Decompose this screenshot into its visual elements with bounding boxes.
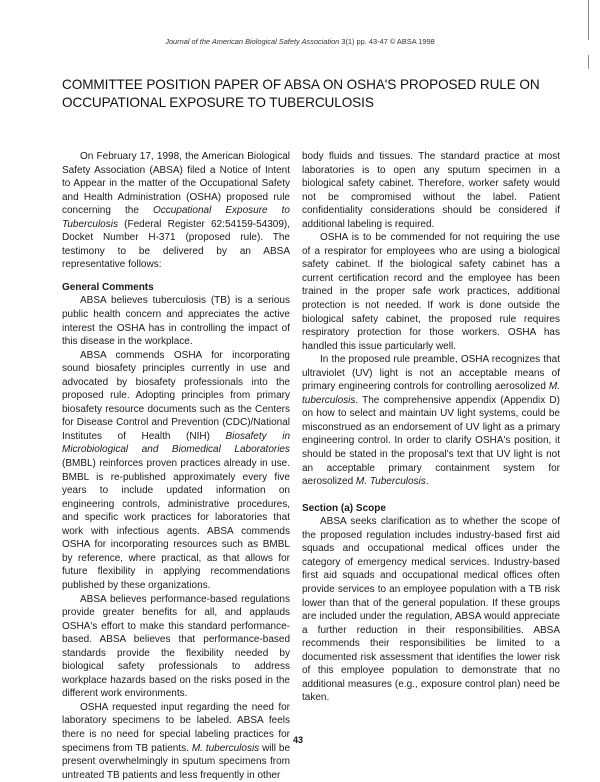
text: . The comprehensive appendix (Appendix D) on how to select and maintain UV light systems, could be misconstrued as an endorsement of UV light as a primary engineering control. In order to clarify OSHA's position, it should be stated in the proposal's text that UV light is not an acceptable primary containment system for aerosolized [302,394,560,488]
text: . [425,476,429,488]
paragraph: ABSA believes performance-based regulations provide greater benefits for all, and applauds OSHA's effort to make this standard performance-based. ABSA believes that performance-based standards provide the flexibility needed by biological safety professionals to address workplace hazards based on the risks posed in the different work environments. [62,593,290,700]
citation: 3(1) pp. 43-47 © ABSA 1998 [341,37,435,46]
text: OSHA requested input regarding the need for laboratory specimens to be labeled. ABSA feels there is no need for special labeling practices for specimens from TB patients. [62,701,290,754]
paragraph [62,701,290,782]
text: ABSA commends OSHA for incorporating sound biosafety principles currently in use and advocated by biosafety professionals into the proposed rule. Adopting principles from primary biosafety resource documents such as the Centers for Disease Control and Prevention (CDC)/National Institutes of Health (NIH) [62,349,290,442]
running-head [0,37,600,46]
italic-title: Biosafety in Microbiological and Biomedical Laboratories [62,430,291,456]
journal-name: Journal of the American Biological Safety Association [165,37,340,46]
italic-species: M. tuberculosis [191,742,260,754]
paragraph: ABSA seeks clarification as to whether the scope of the proposed regulation includes industry-based first aid squads and occupational medical offices under the category of emergency medical services. Industry-based first aid squads and occupational medical offices often provide services to an employee population with a TB risk lower than that of the general population. If these groups are included under the regulation, ABSA would appreciate a further reduction in their responsibilities. ABSA recommends their responsibilities be limited to a documented risk assessment that identifies the lower risk of this employee population to demonstrate that no additional measures (e.g., exposure control plan) need be taken. [302,516,560,704]
title-line-1: COMMITTEE POSITION PAPER OF ABSA ON OSHA'S PROPOSED RULE ON [62,77,540,92]
paragraph [62,349,290,593]
paragraph [62,150,290,272]
paragraph [302,353,560,488]
italic-title: Occupational Exposure to Tuberculosis [62,205,290,230]
text: will be present overwhelmingly in sputum specimens from untreated TB patients and less frequently in other [62,742,290,781]
left-column [62,150,290,782]
page-title [62,76,562,112]
italic-species: M. tuberculosis [302,381,560,406]
paragraph: body fluids and tissues. The standard practice at most laboratories is to open any sputum specimen in a biological safety cabinet. Therefore, worker safety would not be compromised without the label. Patient confidentiality considerations should be considered if additional labeling is required. [302,151,560,230]
section-heading: Section (a) Scope [302,502,386,514]
scan-edge-mark [588,55,589,69]
italic-species: M. Tuberculosis [355,476,426,488]
text: In the proposed rule preamble, OSHA recognizes that ultraviolet (UV) light is not an acceptable means of primary engineering controls for controlling aerosolized [302,354,560,393]
text: (BMBL) reinforces proven practices already in use. BMBL is re-published approximately every five years to include updated information on engineering controls, administrative procedures, and specific work practices for laboratories that work with infectious agents. ABSA commends OSHA for incorporating resources such as BMBL by reference, where practical, as that allows for future flexibility in applying recommendations published by these organizations. [62,458,290,591]
paragraph: OSHA is to be commended for not requiring the use of a respirator for employees who are using a biological safety cabinet. If the biological safety cabinet has a current certification record and the employee has been trained in the proper safe work practices, additional protection is not needed. If work is done outside the biological safety cabinet, the proposed rule requires respiratory protection for those workers. OSHA has handled this issue particularly well. [302,232,560,352]
text: (Federal Register 62:54159-54309), Docket Number H-371 (proposed rule). The testimony to be delivered by an ABSA representative follows: [62,218,290,271]
paragraph: ABSA believes tuberculosis (TB) is a serious public health concern and appreciates the active interest the OSHA has in controlling the impact of this disease in the workplace. [62,295,290,348]
section-heading: General Comments [62,281,154,293]
title-line-2: OCCUPATIONAL EXPOSURE TO TUBERCULOSIS [62,95,374,110]
right-column [302,150,560,705]
page-number: 43 [293,735,304,745]
scan-edge-mark [588,0,589,40]
text: On February 17, 1998, the American Biological Safety Association (ABSA) filed a Notice of Intent to Appear in the matter of the Occupational Safety and Health Administration (OSHA) proposed rule concerning the [62,151,290,217]
